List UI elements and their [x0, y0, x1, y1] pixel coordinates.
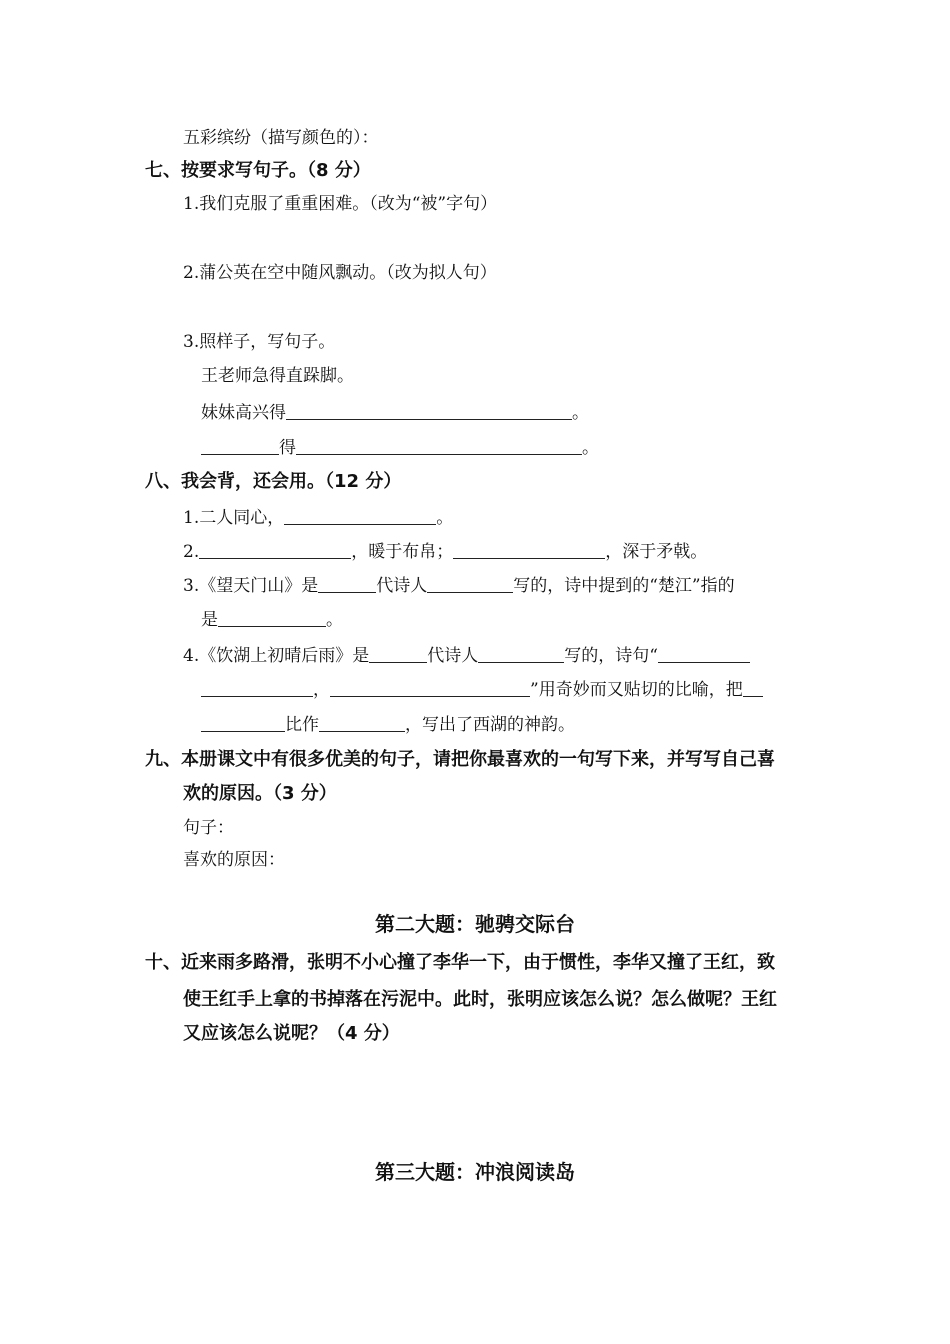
q8-item-4-comma: ，: [313, 680, 330, 700]
answer-blank[interactable]: [201, 436, 279, 455]
q9-sentence-label: 句子：: [183, 818, 234, 838]
q8-item-4-bizuo: 比作: [285, 715, 319, 735]
answer-blank[interactable]: [199, 540, 351, 559]
q8-item-1: [183, 506, 453, 530]
answer-blank[interactable]: [330, 678, 530, 697]
q8-item-2: [183, 540, 707, 564]
answer-blank[interactable]: [296, 436, 582, 455]
q8-item-4-cont-2: [201, 713, 575, 737]
q7-fill-line-2: [201, 436, 599, 460]
q9-reason-label: 喜欢的原因：: [183, 850, 285, 870]
q7-item-1: 1.我们克服了重重困难。（改为“被”字句）: [183, 194, 498, 214]
q8-item-3-rest: 写的，诗中提到的“楚江”指的: [513, 576, 735, 596]
q8-item-4-end: ，写出了西湖的神韵。: [405, 715, 575, 735]
q7-fill-1-suffix: 。: [572, 403, 589, 423]
answer-blank[interactable]: [286, 401, 572, 420]
q8-item-3-text: 3.《望天门山》是: [183, 576, 319, 596]
q8-item-3-cont: [201, 608, 343, 632]
answer-blank[interactable]: [284, 506, 436, 525]
question-8-title: 八、我会背，还会用。（12 分）: [145, 471, 402, 492]
answer-blank[interactable]: [453, 540, 605, 559]
question-9-title-cont: 欢的原因。（3 分）: [183, 783, 337, 804]
question-9-title: 九、本册课文中有很多优美的句子，请把你最喜欢的一句写下来，并写写自己喜: [145, 749, 775, 770]
answer-blank[interactable]: [318, 574, 376, 593]
answer-blank[interactable]: [201, 678, 313, 697]
q7-fill-2-de: 得: [279, 438, 296, 458]
q8-item-4-text: 4.《饮湖上初晴后雨》是: [183, 646, 370, 666]
q8-item-4-cont-1: [201, 678, 763, 702]
q8-item-4: [183, 644, 750, 668]
answer-blank[interactable]: [427, 574, 513, 593]
answer-blank[interactable]: [743, 678, 763, 697]
q8-item-3-poet: 代诗人: [376, 576, 428, 596]
q8-item-2-end: ，深于矛戟。: [605, 542, 708, 562]
q8-item-4-metaphor: ”用奇妙而又贴切的比喻，把: [530, 680, 743, 700]
answer-blank[interactable]: [478, 644, 564, 663]
q8-item-3: [183, 574, 735, 598]
q7-item-3: 3.照样子，写句子。: [183, 332, 336, 352]
section-2-heading: 第二大题：驰骋交际台: [375, 912, 575, 936]
q8-item-3-end: 。: [326, 610, 343, 630]
question-10-line-2: 使王红手上拿的书掉落在污泥中。此时，张明应该怎么说？怎么做呢？王红: [183, 989, 777, 1010]
q8-item-1-text: 1.二人同心，: [183, 508, 285, 528]
answer-blank[interactable]: [658, 644, 750, 663]
answer-blank[interactable]: [218, 608, 326, 627]
question-10-line-1: 十、近来雨多路滑，张明不小心撞了李华一下，由于惯性，李华又撞了王红，致: [145, 952, 775, 973]
q8-item-2-num: 2.: [183, 542, 200, 562]
q7-fill-2-suffix: 。: [582, 438, 599, 458]
answer-blank[interactable]: [201, 713, 285, 732]
q8-item-4-poet: 代诗人: [427, 646, 479, 666]
q8-item-3-shi: 是: [201, 610, 218, 630]
answer-blank[interactable]: [369, 644, 427, 663]
q8-item-1-end: 。: [436, 508, 454, 528]
q7-example: 王老师急得直跺脚。: [201, 366, 354, 386]
answer-blank[interactable]: [319, 713, 405, 732]
q7-fill-1-prefix: 妹妹高兴得: [201, 403, 286, 423]
section-3-heading: 第三大题：冲浪阅读岛: [375, 1160, 575, 1184]
question-7-title: 七、按要求写句子。（8 分）: [145, 160, 371, 181]
q7-fill-line-1: [201, 401, 589, 425]
q8-item-4-quote: 写的，诗句“: [564, 646, 658, 666]
q8-item-2-mid: ，暖于布帛；: [351, 542, 454, 562]
line-wucai: 五彩缤纷（描写颜色的）：: [183, 128, 379, 148]
question-10-line-3: 又应该怎么说呢？（4 分）: [183, 1023, 400, 1044]
q7-item-2: 2.蒲公英在空中随风飘动。（改为拟人句）: [183, 263, 497, 283]
